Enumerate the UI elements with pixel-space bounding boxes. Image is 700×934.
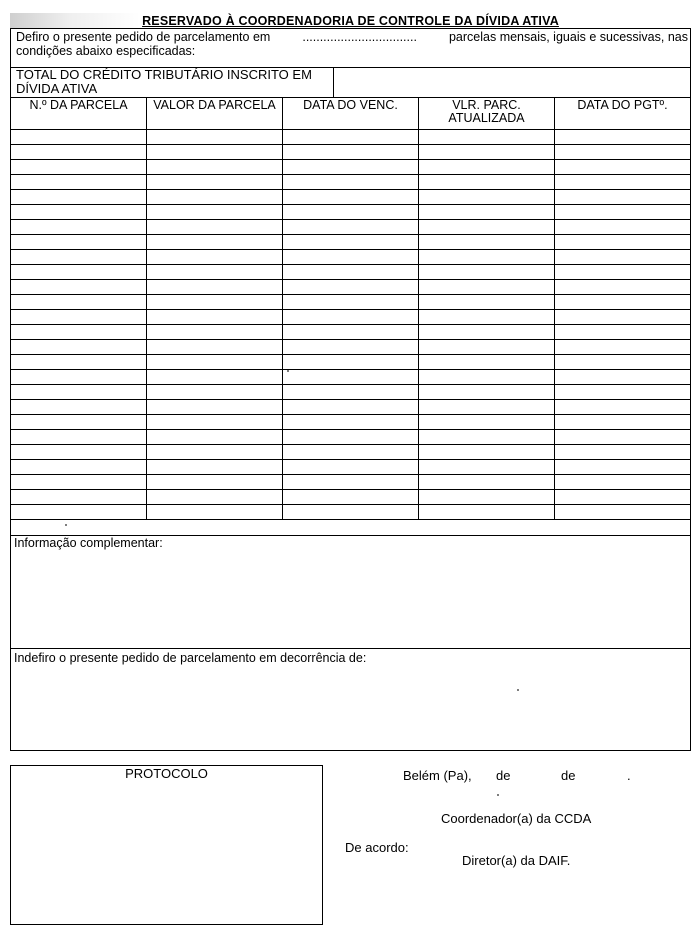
- approval-statement: [16, 30, 688, 58]
- cell-installment-number[interactable]: [11, 475, 147, 490]
- total-credit-value-field[interactable]: [336, 70, 686, 94]
- cell-updated-value[interactable]: [419, 415, 555, 430]
- cell-installment-value[interactable]: [147, 325, 283, 340]
- cell-payment-date[interactable]: [555, 160, 691, 175]
- table-row: [11, 325, 691, 340]
- cell-payment-date[interactable]: [555, 220, 691, 235]
- cell-installment-value[interactable]: [147, 475, 283, 490]
- scan-speck: [497, 794, 499, 796]
- cell-due-date[interactable]: [283, 400, 419, 415]
- cell-due-date[interactable]: [283, 460, 419, 475]
- cell-payment-date[interactable]: [555, 175, 691, 190]
- cell-payment-date[interactable]: [555, 385, 691, 400]
- cell-installment-value[interactable]: [147, 415, 283, 430]
- cell-due-date[interactable]: [283, 475, 419, 490]
- col-header-due-date: DATA DO VENC.: [283, 98, 419, 130]
- scan-speck: [65, 524, 67, 526]
- cell-due-date[interactable]: [283, 355, 419, 370]
- complementary-info-field[interactable]: [14, 553, 686, 643]
- table-row: [11, 310, 691, 325]
- cell-installment-number[interactable]: [11, 310, 147, 325]
- cell-installment-value[interactable]: [147, 340, 283, 355]
- cell-installment-value[interactable]: [147, 160, 283, 175]
- cell-payment-date[interactable]: [555, 325, 691, 340]
- date-de-2: de: [561, 768, 576, 783]
- cell-installment-number[interactable]: [11, 220, 147, 235]
- cell-due-date[interactable]: [283, 190, 419, 205]
- cell-due-date[interactable]: [283, 385, 419, 400]
- cell-payment-date[interactable]: [555, 295, 691, 310]
- installments-table: [10, 97, 691, 520]
- cell-installment-value[interactable]: [147, 445, 283, 460]
- cell-due-date[interactable]: [283, 505, 419, 520]
- cell-payment-date[interactable]: [555, 340, 691, 355]
- protocol-title: PROTOCOLO: [125, 766, 208, 781]
- col-header-updated-value: VLR. PARC. ATUALIZADA: [419, 98, 555, 130]
- total-credit-label: TOTAL DO CRÉDITO TRIBUTÁRIO INSCRITO EM DÍVIDA ATIVA: [16, 67, 312, 96]
- cell-due-date[interactable]: [283, 145, 419, 160]
- cell-updated-value[interactable]: [419, 445, 555, 460]
- cell-installment-number[interactable]: [11, 505, 147, 520]
- city-date-label: Belém (Pa),: [403, 768, 472, 783]
- rejection-reason-field[interactable]: [14, 668, 686, 746]
- cell-updated-value[interactable]: [419, 265, 555, 280]
- col-header-payment-date: DATA DO PGTº.: [555, 98, 691, 130]
- cell-payment-date[interactable]: [555, 475, 691, 490]
- date-de-1: de: [496, 768, 511, 783]
- rejection-divider: [10, 648, 691, 649]
- cell-updated-value[interactable]: [419, 340, 555, 355]
- cell-updated-value[interactable]: [419, 235, 555, 250]
- cell-due-date[interactable]: [283, 205, 419, 220]
- table-row: [11, 355, 691, 370]
- cell-updated-value[interactable]: [419, 460, 555, 475]
- cell-updated-value[interactable]: [419, 160, 555, 175]
- cell-updated-value[interactable]: [419, 385, 555, 400]
- cell-updated-value[interactable]: [419, 250, 555, 265]
- cell-updated-value[interactable]: [419, 190, 555, 205]
- cell-due-date[interactable]: [283, 445, 419, 460]
- cell-installment-number[interactable]: [11, 280, 147, 295]
- cell-due-date[interactable]: [283, 235, 419, 250]
- table-row: [11, 445, 691, 460]
- cell-payment-date[interactable]: [555, 310, 691, 325]
- cell-due-date[interactable]: [283, 280, 419, 295]
- cell-installment-number[interactable]: [11, 190, 147, 205]
- table-row: [11, 130, 691, 145]
- cell-installment-number[interactable]: [11, 295, 147, 310]
- complementary-info-label: Informação complementar:: [14, 536, 163, 550]
- cell-installment-number[interactable]: [11, 490, 147, 505]
- cell-due-date[interactable]: [283, 295, 419, 310]
- cell-updated-value[interactable]: [419, 295, 555, 310]
- table-row: [11, 145, 691, 160]
- cell-due-date[interactable]: [283, 175, 419, 190]
- cell-updated-value[interactable]: [419, 280, 555, 295]
- cell-updated-value[interactable]: [419, 325, 555, 340]
- cell-installment-value[interactable]: [147, 355, 283, 370]
- cell-payment-date[interactable]: [555, 445, 691, 460]
- cell-installment-number[interactable]: [11, 370, 147, 385]
- cell-installment-value[interactable]: [147, 490, 283, 505]
- cell-installment-value[interactable]: [147, 400, 283, 415]
- scan-speck: [287, 370, 289, 372]
- cell-installment-number[interactable]: [11, 340, 147, 355]
- table-row: [11, 475, 691, 490]
- cell-due-date[interactable]: [283, 130, 419, 145]
- cell-payment-date[interactable]: [555, 355, 691, 370]
- cell-updated-value[interactable]: [419, 490, 555, 505]
- cell-updated-value[interactable]: [419, 430, 555, 445]
- table-row: [11, 430, 691, 445]
- cell-due-date[interactable]: [283, 340, 419, 355]
- cell-installment-value[interactable]: [147, 175, 283, 190]
- director-signature-label: Diretor(a) da DAIF.: [462, 853, 571, 868]
- table-row: [11, 505, 691, 520]
- cell-installment-value[interactable]: [147, 430, 283, 445]
- cell-installment-number[interactable]: [11, 445, 147, 460]
- installments-count-blank[interactable]: .................................: [302, 30, 417, 44]
- date-period: .: [627, 768, 631, 783]
- cell-payment-date[interactable]: [555, 250, 691, 265]
- rejection-label: Indefiro o presente pedido de parcelamento em decorrência de:: [14, 651, 367, 665]
- cell-updated-value[interactable]: [419, 310, 555, 325]
- cell-installment-value[interactable]: [147, 505, 283, 520]
- table-row: [11, 265, 691, 280]
- table-row: [11, 160, 691, 175]
- table-row: [11, 385, 691, 400]
- cell-updated-value[interactable]: [419, 205, 555, 220]
- protocol-box: [10, 765, 323, 925]
- cell-due-date[interactable]: [283, 490, 419, 505]
- cell-installment-number[interactable]: [11, 400, 147, 415]
- table-row: [11, 175, 691, 190]
- agreement-label: De acordo:: [345, 840, 409, 855]
- cell-due-date[interactable]: [283, 265, 419, 280]
- cell-installment-number[interactable]: [11, 325, 147, 340]
- cell-installment-number[interactable]: [11, 145, 147, 160]
- cell-installment-value[interactable]: [147, 220, 283, 235]
- cell-updated-value[interactable]: [419, 475, 555, 490]
- cell-installment-number[interactable]: [11, 205, 147, 220]
- cell-installment-value[interactable]: [147, 130, 283, 145]
- cell-installment-number[interactable]: [11, 130, 147, 145]
- cell-installment-number[interactable]: [11, 460, 147, 475]
- cell-due-date[interactable]: [283, 220, 419, 235]
- cell-installment-value[interactable]: [147, 460, 283, 475]
- table-row: [11, 415, 691, 430]
- table-row: [11, 295, 691, 310]
- table-row: [11, 370, 691, 385]
- cell-payment-date[interactable]: [555, 490, 691, 505]
- cell-payment-date[interactable]: [555, 235, 691, 250]
- cell-updated-value[interactable]: [419, 130, 555, 145]
- approval-text-end: parcelas mensais, iguais e sucessivas, nas: [448, 30, 688, 44]
- table-row: [11, 460, 691, 475]
- table-row: [11, 400, 691, 415]
- cell-payment-date[interactable]: [555, 190, 691, 205]
- cell-due-date[interactable]: [283, 370, 419, 385]
- cell-updated-value[interactable]: [419, 505, 555, 520]
- cell-payment-date[interactable]: [555, 505, 691, 520]
- cell-installment-value[interactable]: [147, 265, 283, 280]
- cell-installment-value[interactable]: [147, 310, 283, 325]
- cell-payment-date[interactable]: [555, 415, 691, 430]
- cell-payment-date[interactable]: [555, 265, 691, 280]
- cell-installment-value[interactable]: [147, 190, 283, 205]
- cell-installment-value[interactable]: [147, 235, 283, 250]
- cell-payment-date[interactable]: [555, 205, 691, 220]
- cell-installment-number[interactable]: [11, 160, 147, 175]
- table-row: [11, 190, 691, 205]
- approval-text-start: Defiro o presente pedido de parcelamento em: [16, 30, 271, 44]
- cell-updated-value[interactable]: [419, 370, 555, 385]
- cell-due-date[interactable]: [283, 415, 419, 430]
- cell-payment-date[interactable]: [555, 130, 691, 145]
- cell-installment-value[interactable]: [147, 295, 283, 310]
- cell-installment-number[interactable]: [11, 250, 147, 265]
- cell-payment-date[interactable]: [555, 460, 691, 475]
- cell-installment-number[interactable]: [11, 430, 147, 445]
- table-row: [11, 220, 691, 235]
- cell-installment-value[interactable]: [147, 370, 283, 385]
- table-row: [11, 280, 691, 295]
- cell-installment-value[interactable]: [147, 205, 283, 220]
- table-row: [11, 235, 691, 250]
- cell-installment-value[interactable]: [147, 385, 283, 400]
- cell-payment-date[interactable]: [555, 145, 691, 160]
- coordinator-signature-label: Coordenador(a) da CCDA: [441, 811, 592, 826]
- cell-updated-value[interactable]: [419, 145, 555, 160]
- cell-installment-value[interactable]: [147, 250, 283, 265]
- table-row: [11, 250, 691, 265]
- cell-payment-date[interactable]: [555, 370, 691, 385]
- cell-due-date[interactable]: [283, 250, 419, 265]
- table-row: [11, 490, 691, 505]
- cell-due-date[interactable]: [283, 430, 419, 445]
- cell-installment-number[interactable]: [11, 235, 147, 250]
- section-title: RESERVADO À COORDENADORIA DE CONTROLE DA DÍVIDA ATIVA: [142, 14, 559, 28]
- cell-installment-number[interactable]: [11, 415, 147, 430]
- approval-text-line2: condições abaixo especificadas:: [16, 44, 196, 58]
- table-row: [11, 205, 691, 220]
- cell-updated-value[interactable]: [419, 175, 555, 190]
- cell-installment-number[interactable]: [11, 355, 147, 370]
- cell-payment-date[interactable]: [555, 400, 691, 415]
- scan-speck: [517, 689, 519, 691]
- cell-due-date[interactable]: [283, 310, 419, 325]
- cell-installment-value[interactable]: [147, 280, 283, 295]
- cell-updated-value[interactable]: [419, 355, 555, 370]
- cell-installment-value[interactable]: [147, 145, 283, 160]
- installments-table-wrap: [10, 97, 691, 520]
- cell-due-date[interactable]: [283, 325, 419, 340]
- cell-installment-number[interactable]: [11, 385, 147, 400]
- cell-due-date[interactable]: [283, 160, 419, 175]
- cell-updated-value[interactable]: [419, 220, 555, 235]
- total-credit-divider: [333, 67, 334, 97]
- col-header-installment-number: N.º DA PARCELA: [11, 98, 147, 130]
- table-row: [11, 340, 691, 355]
- cell-installment-number[interactable]: [11, 265, 147, 280]
- cell-updated-value[interactable]: [419, 400, 555, 415]
- cell-payment-date[interactable]: [555, 430, 691, 445]
- section-header: [10, 13, 691, 29]
- cell-payment-date[interactable]: [555, 280, 691, 295]
- cell-installment-number[interactable]: [11, 175, 147, 190]
- col-header-installment-value: VALOR DA PARCELA: [147, 98, 283, 130]
